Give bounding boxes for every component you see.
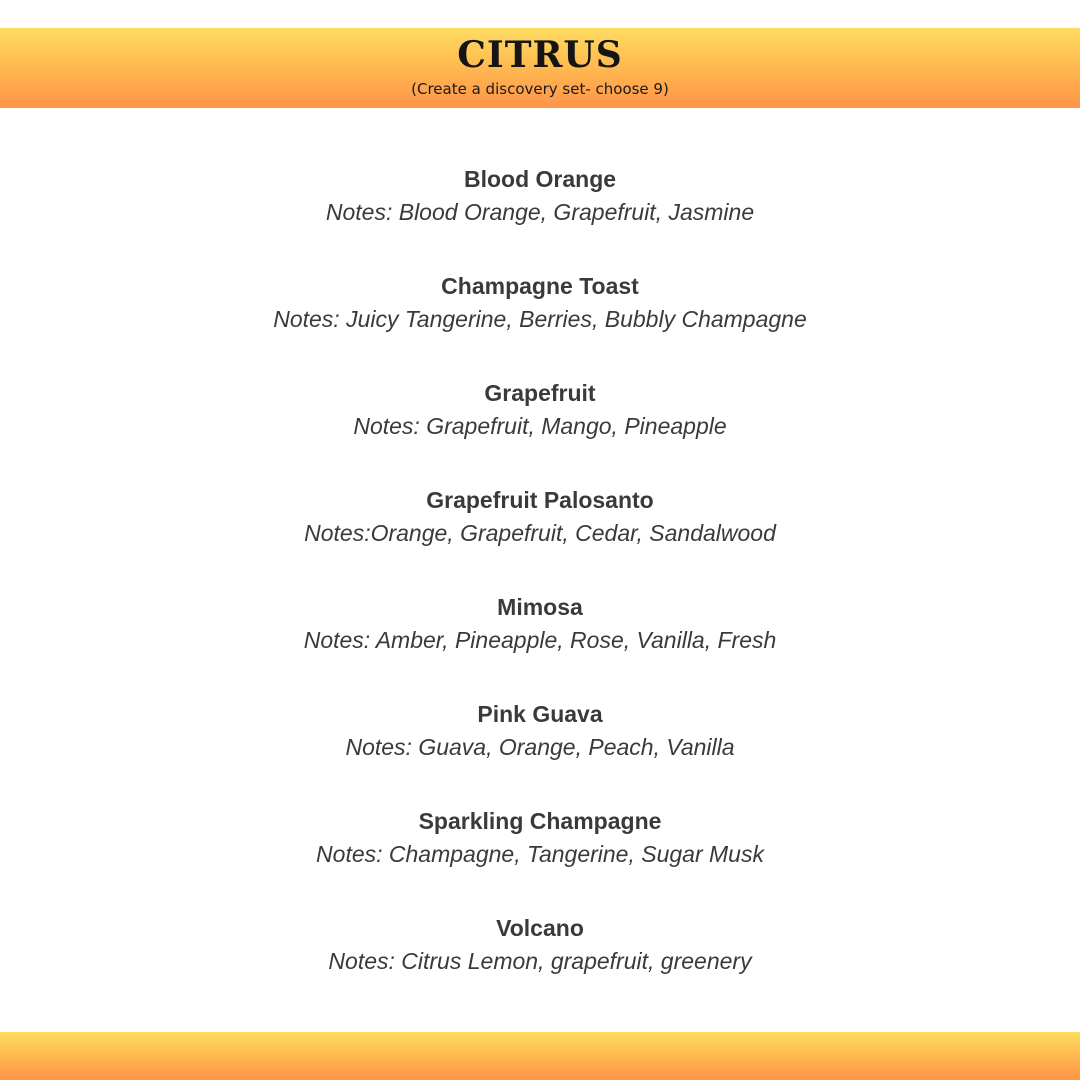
scent-name: Pink Guava bbox=[477, 701, 603, 727]
scent-name: Champagne Toast bbox=[441, 273, 639, 299]
scent-item-mimosa bbox=[0, 591, 1080, 698]
scent-notes: Notes: Champagne, Tangerine, Sugar Musk bbox=[316, 841, 764, 867]
scent-item-sparkling-champagne bbox=[0, 805, 1080, 912]
scent-item-pink-guava bbox=[0, 698, 1080, 805]
scent-notes: Notes: Citrus Lemon, grapefruit, greenery bbox=[328, 948, 752, 974]
scent-notes: Notes: Blood Orange, Grapefruit, Jasmine bbox=[325, 199, 755, 225]
scent-item-grapefruit-palosanto bbox=[0, 484, 1080, 591]
page-title: CITRUS bbox=[457, 34, 623, 76]
scent-notes: Notes:Orange, Grapefruit, Cedar, Sandalwood bbox=[304, 520, 776, 546]
scent-item-grapefruit bbox=[0, 377, 1080, 484]
scent-item-blood-orange bbox=[0, 163, 1080, 270]
scent-list bbox=[0, 163, 1080, 1019]
scent-name: Sparkling Champagne bbox=[418, 808, 662, 834]
scent-item-champagne-toast bbox=[0, 270, 1080, 377]
scent-name: Blood Orange bbox=[463, 166, 617, 192]
scent-name: Grapefruit bbox=[484, 380, 596, 406]
scent-name: Volcano bbox=[496, 915, 584, 941]
scent-name: Grapefruit Palosanto bbox=[426, 487, 654, 513]
scent-notes: Notes: Juicy Tangerine, Berries, Bubbly Champagne bbox=[273, 306, 807, 332]
scent-notes: Notes: Amber, Pineapple, Rose, Vanilla, Fresh bbox=[303, 627, 777, 653]
scent-notes: Notes: Grapefruit, Mango, Pineapple bbox=[353, 413, 727, 439]
scent-name: Mimosa bbox=[497, 594, 583, 620]
page-subtitle: (Create a discovery set- choose 9) bbox=[411, 80, 669, 98]
scent-item-volcano bbox=[0, 912, 1080, 1019]
footer-band bbox=[0, 1032, 1080, 1080]
scent-notes: Notes: Guava, Orange, Peach, Vanilla bbox=[345, 734, 735, 760]
